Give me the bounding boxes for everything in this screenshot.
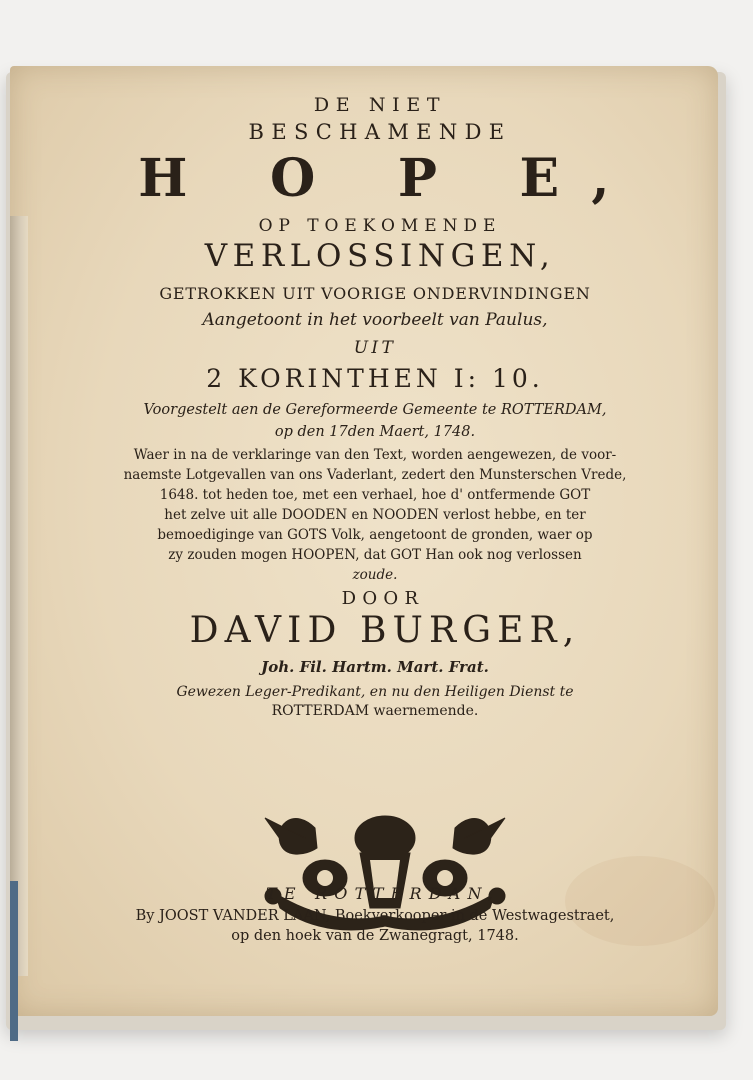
line-rotterdam-waernemende: ROTTERDAM waernemende. (271, 703, 479, 719)
line-aangetoont: Aangetoont in het voorbeelt van Paulus, (202, 310, 548, 330)
binding-cloth (10, 881, 18, 1041)
body-line: naemste Lotgevallen van ons Vaderlant, zedert den Munsterschen Vrede, (123, 467, 627, 483)
subtitle-de-niet: DE NIET (313, 94, 447, 116)
binding-spine (10, 216, 28, 976)
subtitle-beschamende: BESCHAMENDE (248, 120, 512, 144)
author-name: DAVID BURGER, (189, 610, 581, 651)
body-line: Waer in na de verklaringe van den Text, worden aengewezen, de voor- (133, 447, 617, 463)
line-getrokken: GETROKKEN UIT VOORIGE ONDERVINDINGEN (159, 284, 591, 303)
line-uit: UIT (353, 338, 397, 358)
line-verlossingen: VERLOSSINGEN, (204, 238, 556, 274)
imprint-address: op den hoek van de Zwanegragt, 1748. (231, 928, 519, 944)
line-joh: Joh. Fil. Hartm. Mart. Frat. (261, 658, 489, 676)
body-line: 1648. tot heden toe, met een verhael, hoe d' ontfermende GOT (159, 487, 591, 503)
body-line: bemoediginge van GOTS Volk, aengetoont de gronden, waer op (157, 527, 593, 543)
imprint-place: TE ROTTERDAN, (265, 884, 500, 903)
line-voorgestelt: Voorgestelt aen de Gereformeerde Gemeente te ROTTERDAM, (143, 402, 607, 418)
title-page (10, 66, 718, 1016)
line-op-den: op den 17den Maert, 1748. (274, 424, 476, 440)
body-line: het zelve uit alle DOODEN en NOODEN verlost hebbe, en ter (164, 507, 586, 523)
main-title-hope: H O P E, (138, 148, 642, 209)
body-line: zy zouden mogen HOOPEN, dat GOT Han ook nog verlossen (168, 547, 582, 563)
imprint-printer: By JOOST VANDER LAAN, Boekverkooper in de Westwagestraet, (135, 908, 615, 924)
line-korinthen: 2 KORINTHEN I: 10. (206, 364, 544, 393)
line-door: DOOR (341, 588, 425, 609)
body-line: zoude. (352, 567, 398, 583)
line-gewezen: Gewezen Leger-Predikant, en nu den Heiligen Dienst te (176, 684, 574, 700)
line-op-toekomende: OP TOEKOMENDE (258, 216, 502, 236)
